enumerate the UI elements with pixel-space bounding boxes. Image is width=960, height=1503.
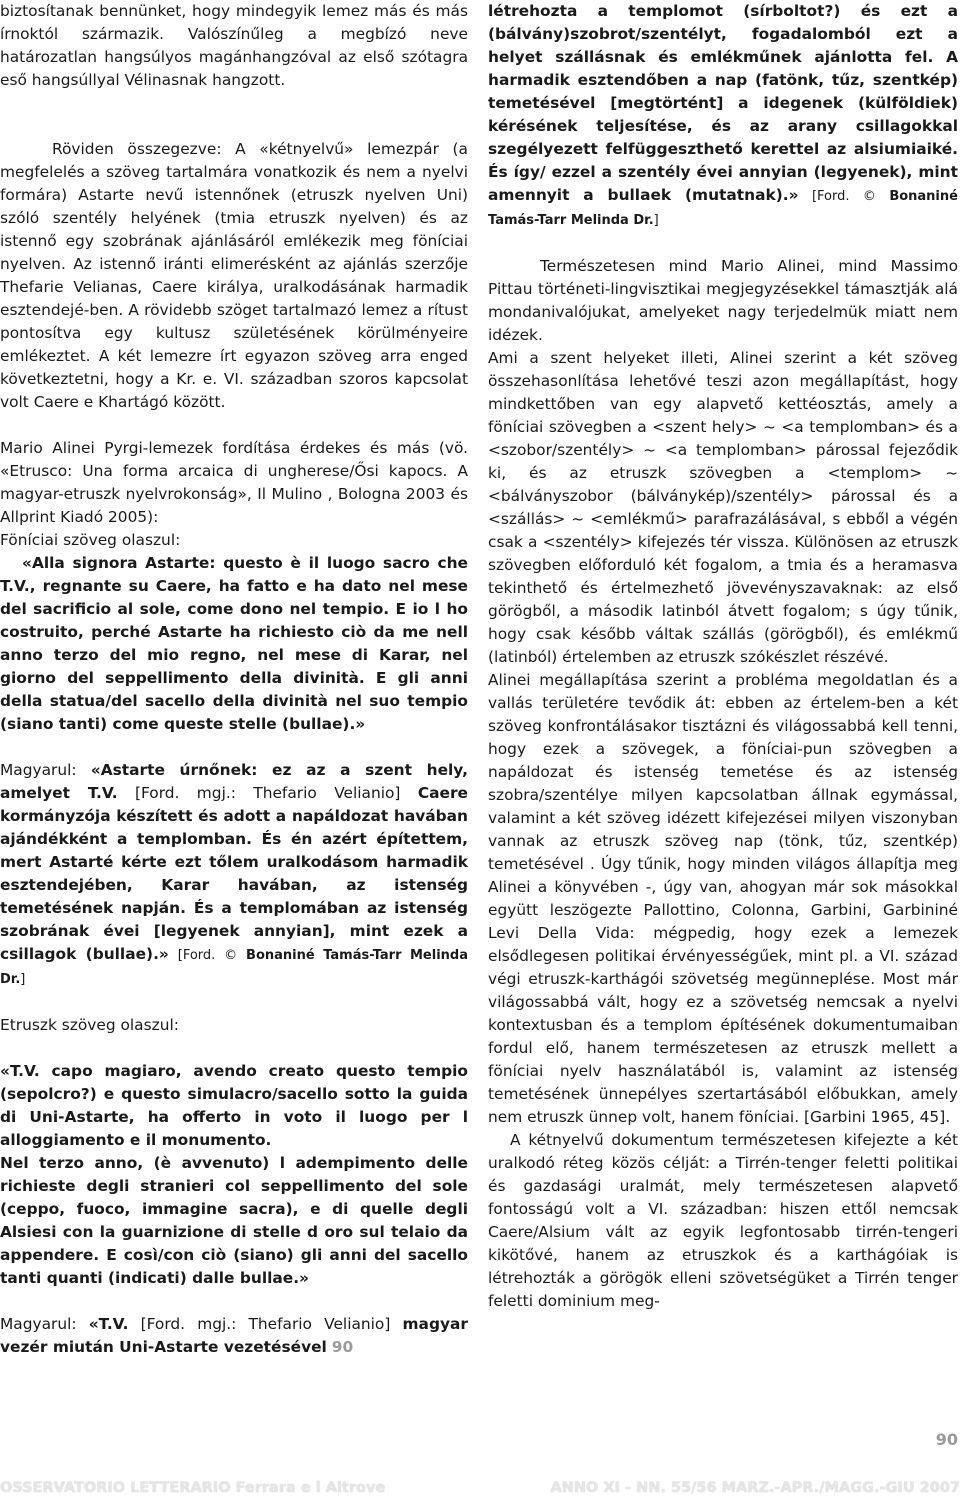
paragraph-2: Ami a szent helyeket illeti, Alinei szerint a két szöveg összehasonlítása lehetővé teszi azon megállapítást, hogy mindkettőben van egy alapvető kettéosztás, amely a föníciai szövegben a <szent hely> ~ <a templomban> és a <szobor/szentély> ~ <a templomban> párossal fejeződik ki, és az etruszk szövegben a <templom> ~ <bálványszobor (bálványkép)/szentély> párossal és a <szállás> ~ <emlékmű> parafrazálásával, s ebből a végén csak a <szentély> kifejezés tér vissza. Különösen az etruszk szövegben előforduló két fogalom, a tmia és a heramasva tekinthető és értelmezhető jövevényszavaknak: az első görögből, a második latinból átvett fogalom; s úgy tűnik, hogy csak később váltak szállás (görögből), és emlékmű (latinból) értelemben az etruszk szókészlet részévé. [488,349,958,666]
right-column [488,0,958,1313]
hungarian-text-1b: Caere kormányzója készített és adott a napáldozat havában ajándékként a templomban. És én azért építettem, mert Astarté kérte ezt tőlem uralkodásom harmadik esztendejében, Karar havában, az istenség temetésének napján. És a templomában az istenség szobrának évei [legyenek annyian], mint ezek a csillagok (bullae).» [0,784,468,963]
hungarian-label-2: Magyarul: [0,1315,77,1333]
credit-name-2: Bonaniné Tamás-Tarr Melinda Dr. [488,189,958,228]
paragraph-3: Alinei megállapítása szerint a probléma megoldatlan és a vallás területére tevődik át: ebben az értelem-ben a két szöveg konfrontálásakor tisztázni és világossabbá kell tenni, hogy ezek a szövegek, a föníciai-pun szövegben a napáldozat és istenség temetése és az istenség szobra/szentélye milyen kapcsolatban állnak egymással, valamint a két szöveg idézett kifejezései milyen viszonyban vannak az etruszk szöveg nap (tönk, tűz, szentkép) temetésével . Úgy tűnik, hogy minden világos állapítja meg Alinei a könyvében -, úgy van, ahogyan már sok másokkal együtt leszögezte Pallottino, Colonna, Garbini, Garbininé Levi Della Vida: mégpedig, hogy ezek a lemezek elsődlegesen politikai érvényességűek, mint pl. a VI. század végi etruszk-karthágói szövetség megünneplése. Most már világossabbá vált, hogy ez a szövetség nemcsak a nyelvi kontextusban és a templom építésének dokumentumaiban fordul elő, hanem természetesen az etruszk mellett a föníciai nyelv használatából is, valamint az istenség temetésének ünnepélyes szertartásából előbukkan, amely nem etruszk ünnep volt, hanem föníciai. [Garbini 1965, 45]. [488,671,958,1126]
phoenician-label: Föníciai szöveg olaszul: [0,531,181,549]
phoenician-italian-text: «Alla signora Astarte: questo è il luogo sacro che T.V., regnante su Caere, ha fatto e ha dato nel mese del sacrificio al sole, come dono nel tempio. E io l ho costruito, perché Astarte ha richiesto ciò da me nell anno terzo del mio regno, nel mese di Karar, nel giorno del seppellimento della divinità. E gli anni della statua/del sacello della divinità nel suo tempio (siano tanti) come queste stelle (bullae).» [0,554,468,733]
footer-journal-title: OSSERVATORIO LETTERARIO Ferrara e l Altrove [0,1480,386,1496]
page-number: 90 [935,1430,958,1449]
summary-paragraph: Röviden összegezve: A «kétnyelvű» lemezpár (a megfelelés a szöveg tartalmára vonatkozik és nem a nyelvi formára) Astarte nevű istennőnek (etruszk nyelven Uni) szóló szentély helyének (tmia etruszk nyelven) és az istennő egy szobrának ajánlásáról emlékezik meg föníciai nyelven. Az istennő iránti elimerésként az ajánlás szerzője Thefarie Velianas, Caere királya, uralkodásának harmadik esztendejé-ben. A rövidebb szöget tartalmazó lemez a rítust pontosítva egy kultusz születésének körülményeire emlékeztet. A két lemezre írt egyazon szöveg arra enged következtetni, hogy a Kr. e. VI. században szoros kapcsolat volt Caere e Khartágó között. [0,140,468,411]
footer [0,1470,960,1500]
translator-note-1: [Ford. mgj.: Thefario Velianio] [134,784,401,802]
left-column [0,0,468,1359]
etruscan-italian-text-1: «T.V. capo magiaro, avendo creato questo tempio (sepolcro?) e questo simulacro/sacello sotto la guida di Uni-Astarte, ha offerto in voto il luogo per l alloggiamento e il monumento. [0,1062,468,1149]
hungarian-text-1a: «Astarte úrnőnek: ez az a szent hely, amelyet T.V. [0,761,468,802]
hungarian-text-2a: «T.V. [88,1315,129,1333]
translation-note: Mario Alinei Pyrgi-lemezek fordítása érdekes és más (vö. «Etrusco: Una forma arcaica di ungherese/Ősi kapocs. A magyar-etruszk nyelvrokonság», Il Mulino , Bologna 2003 és Allprint Kiadó 2005): [0,439,468,526]
copyright-icon: © [224,948,238,963]
copyright-icon: © [862,189,876,204]
hungarian-translation-2 [0,1313,468,1359]
etruscan-italian-text-2: Nel terzo anno, (è avvenuto) l adempimento delle richieste degli stranieri col seppellimento del sole (ceppo, fuoco, immagine sacra), e di quelle degli Alsiesi con la guarnizione di stelle d oro sul telaio da appendere. E così/con ciò (siano) gli anni del sacello tanti quanti (indicati) dalle bullae.» [0,1154,468,1287]
hungarian-text-2b: magyar vezér miután Uni-Astarte vezetésével [0,1315,468,1356]
hungarian-label-1: Magyarul: [0,761,77,779]
footer-issue-info: ANNO XI - NN. 55/56 MARZ.-APR./MAGG.-GIU 2007 [550,1480,960,1496]
intro-paragraph: biztosítanak bennünket, hogy mindegyik lemez más és más írnoktól származik. Valószínűleg a megbízó neve határozatlan hangsúlyos magánhangzóval az első szótagra eső hangsúllyal Vélinasnak hangzott. [0,2,468,89]
credit-end-2: ] [653,213,659,228]
credit-end-1: ] [20,972,26,987]
credit-2: [Ford. [811,189,850,204]
paragraph-1: Természetesen mind Mario Alinei, mind Massimo Pittau történeti-lingvisztikai megjegyzésekkel támasztják alá mondanivalójukat, amelyeket nagy terjedelmük miatt nem idézek. [488,257,958,344]
etruscan-label: Etruszk szöveg olaszul: [0,1016,179,1034]
credit-1: [Ford. [177,948,216,963]
hungarian-translation-1 [0,759,468,991]
translator-note-2: [Ford. mgj.: Thefario Velianio] [140,1315,391,1333]
paragraph-4: A kétnyelvű dokumentum természetesen kifejezte a két uralkodó réteg közös célját: a Tirrén-tenger feletti politikai és gazdasági uralmát, mely természetesen alapvető fontosságú volt a VI. században: hiszen ettől nemcsak Caere/Alsium vált az egyik legfontosabb tirrén-tengeri kikötővé, hanem az etruszkok és a karthágóiak is létrehozták a görögök elleni szövetségüket a Tirrén tenger feletti dominium meg- [488,1131,958,1310]
inline-page-number: 90 [331,1338,354,1356]
credit-name-1: Bonaniné Tamás-Tarr Melinda Dr. [0,948,468,987]
continued-quote-text: létrehozta a templomot (sírboltot?) és ezt a (bálvány)szobrot/szentélyt, fogadalomból ezt a helyet szállásnak és emlékműnek ajánlotta fel. A harmadik esztendőben a nap (fatönk, tűz, szentkép) temetésével [megtörtént] a idegenek (külföldiek) kérésének teljesítése, és az arany csillagokkal szegélyezett felfüggeszthető kerettel az alsiumiaiké. És így/ ezzel a szentély évei annyian (legyenek), mint amennyit a bullaek (mutatnak).» [488,2,958,204]
continued-quote [488,0,958,232]
